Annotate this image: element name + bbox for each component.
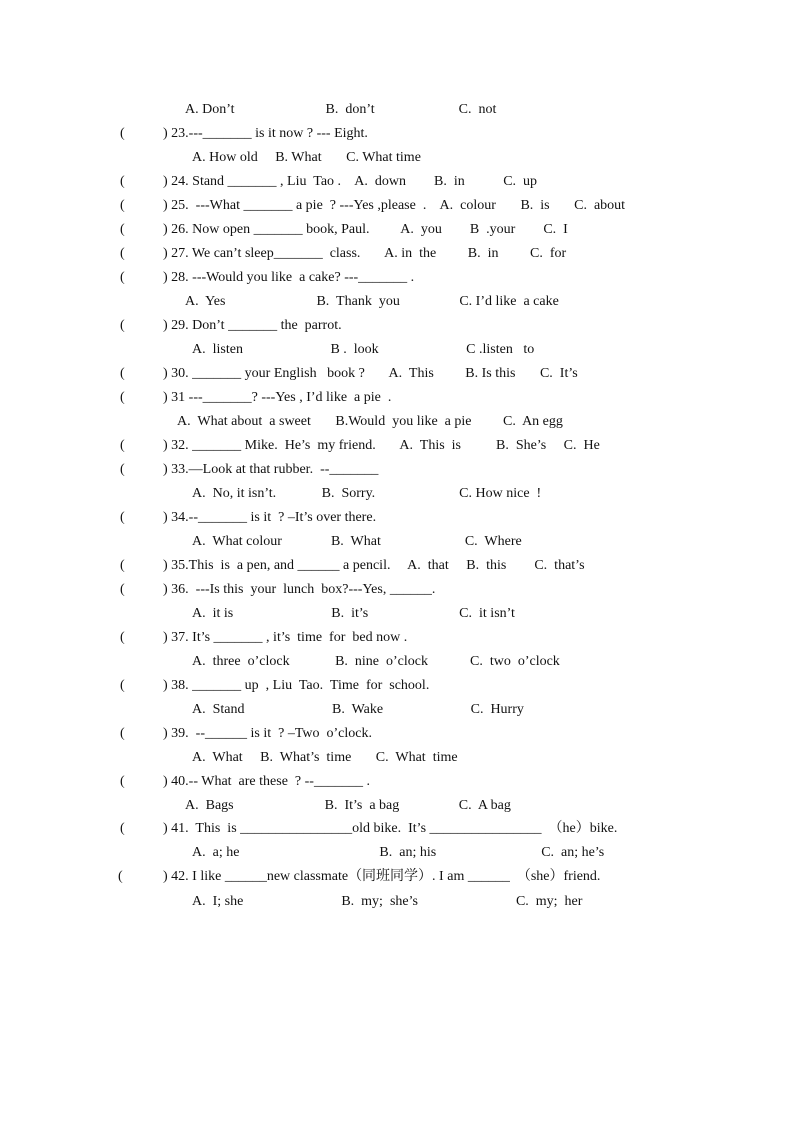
answer-bracket[interactable]: ( (120, 462, 125, 477)
option-line: A. Bags B. It’s a bag C. A bag (185, 798, 511, 813)
answer-bracket[interactable]: ( (120, 678, 125, 693)
answer-bracket[interactable]: ( (120, 246, 125, 261)
answer-bracket[interactable]: ( (120, 198, 125, 213)
answer-bracket[interactable]: ( (120, 630, 125, 645)
option-line: A. No, it isn’t. B. Sorry. C. How nice ! (192, 486, 542, 501)
answer-bracket[interactable]: ( (120, 438, 125, 453)
option-line: A. a; he B. an; his C. an; he’s (192, 845, 605, 860)
answer-bracket[interactable]: ( (118, 869, 123, 884)
option-line: A. it is B. it’s C. it isn’t (192, 606, 515, 621)
question-line: ) 30. _______ your English book ? A. This B. Is this C. It’s (163, 366, 578, 381)
option-line: A. What about a sweet B.Would you like a pie C. An egg (177, 414, 563, 429)
answer-bracket[interactable]: ( (120, 558, 125, 573)
option-line: A. I; she B. my; she’s C. my; her (192, 894, 583, 909)
option-line: A. Stand B. Wake C. Hurry (192, 702, 524, 717)
answer-bracket[interactable]: ( (120, 510, 125, 525)
answer-bracket[interactable]: ( (120, 390, 125, 405)
option-line: A. listen B . look C .listen to (192, 342, 535, 357)
question-line: ) 35.This is a pen, and ______ a pencil. A. that B. this C. that’s (163, 558, 585, 573)
question-line: ) 24. Stand _______ , Liu Tao . A. down B. in C. up (163, 174, 538, 189)
option-line: A. three o’clock B. nine o’clock C. two o’clock (192, 654, 560, 669)
question-line: ) 25. ---What _______ a pie ? ---Yes ,please . A. colour B. is C. about (163, 198, 626, 213)
answer-bracket[interactable]: ( (120, 366, 125, 381)
question-line: ) 38. _______ up , Liu Tao. Time for school. (163, 678, 430, 693)
option-line: A. How old B. What C. What time (192, 150, 421, 165)
question-line: ) 23.---_______ is it now ? --- Eight. (163, 126, 368, 141)
answer-bracket[interactable]: ( (120, 821, 125, 836)
option-line: A. Don’t B. don’t C. not (185, 102, 497, 117)
answer-bracket[interactable]: ( (120, 774, 125, 789)
answer-bracket[interactable]: ( (120, 222, 125, 237)
question-line: ) 28. ---Would you like a cake? ---_______ . (163, 270, 415, 285)
question-line: ) 42. I like ______new classmate（同班同学）. I am ______ （she）friend. (163, 869, 601, 884)
question-line: ) 33.—Look at that rubber. --_______ (163, 462, 379, 477)
answer-bracket[interactable]: ( (120, 582, 125, 597)
question-line: ) 32. _______ Mike. He’s my friend. A. This is B. She’s C. He (163, 438, 600, 453)
answer-bracket[interactable]: ( (120, 126, 125, 141)
question-line: ) 39. --______ is it ? –Two o’clock. (163, 726, 372, 741)
option-line: A. What colour B. What C. Where (192, 534, 522, 549)
question-line: ) 27. We can’t sleep_______ class. A. in the B. in C. for (163, 246, 567, 261)
option-line: A. Yes B. Thank you C. I’d like a cake (185, 294, 559, 309)
question-line: ) 26. Now open _______ book, Paul. A. you B .your C. I (163, 222, 568, 237)
answer-bracket[interactable]: ( (120, 318, 125, 333)
question-line: ) 40.-- What are these ? --_______ . (163, 774, 370, 789)
answer-bracket[interactable]: ( (120, 726, 125, 741)
answer-bracket[interactable]: ( (120, 270, 125, 285)
option-line: A. What B. What’s time C. What time (192, 750, 458, 765)
question-line: ) 31 ---_______? ---Yes , I’d like a pie . (163, 390, 392, 405)
question-line: ) 29. Don’t _______ the parrot. (163, 318, 342, 333)
question-line: ) 34.--_______ is it ? –It’s over there. (163, 510, 377, 525)
question-line: ) 37. It’s _______ , it’s time for bed now . (163, 630, 408, 645)
question-line: ) 41. This is ________________old bike. It’s ________________ （he）bike. (163, 821, 618, 836)
question-line: ) 36. ---Is this your lunch box?---Yes, ______. (163, 582, 436, 597)
answer-bracket[interactable]: ( (120, 174, 125, 189)
